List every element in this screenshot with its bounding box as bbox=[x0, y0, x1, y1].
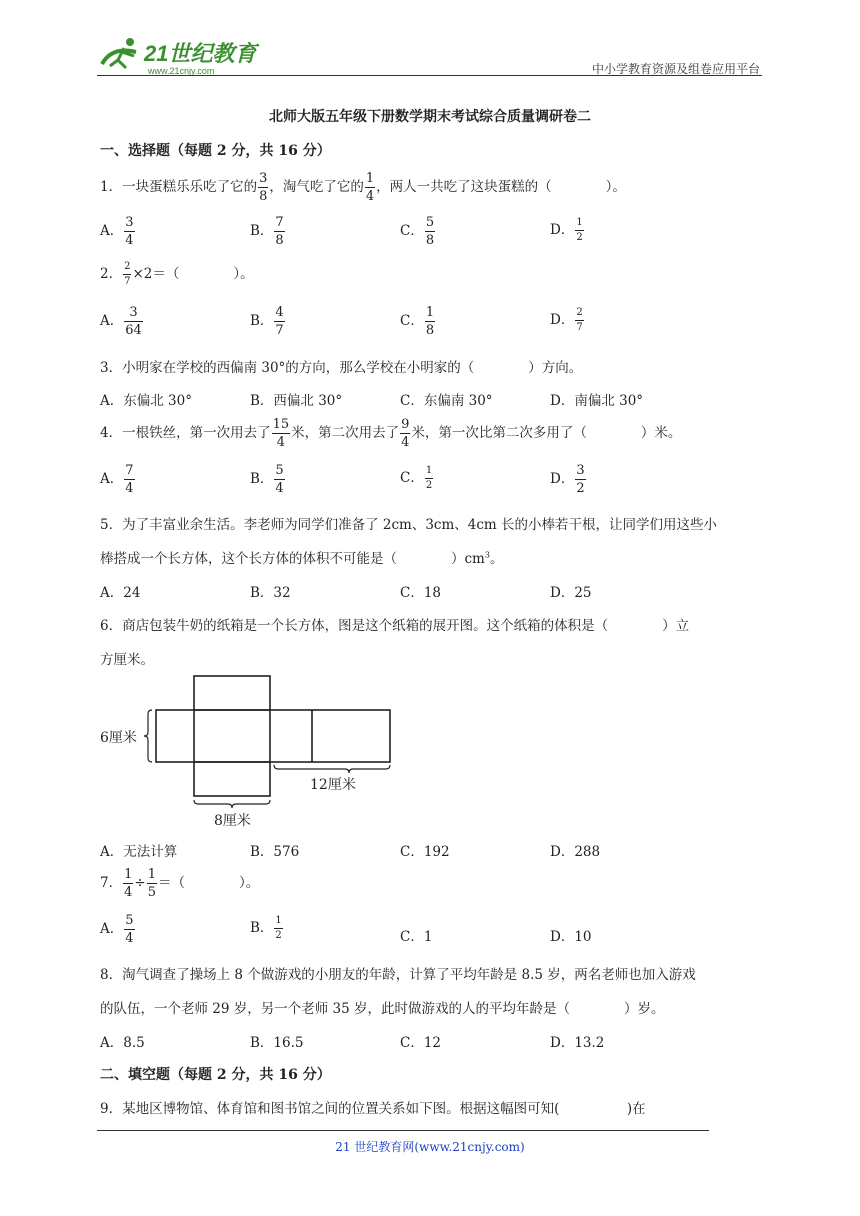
question-8-line-2: 的队伍，一个老师 29 岁，另一个老师 35 岁，此时做游戏的人的平均年龄是（ ）岁。 bbox=[100, 1001, 665, 1017]
section-heading-2: 二、填空题（每题 2 分，共 16 分） bbox=[100, 1067, 331, 1083]
q7-option-b: B． $\frac{1}{2}$ bbox=[250, 915, 282, 941]
platform-name: 中小学教育资源及组卷应用平台 bbox=[591, 62, 760, 76]
footer-divider bbox=[97, 1130, 709, 1131]
label-8cm: 8厘米 bbox=[214, 813, 251, 829]
q4-option-b: B． $\frac{5}{4}$ bbox=[250, 463, 284, 496]
q5-option-a: A．24 bbox=[100, 585, 141, 601]
logo-url: www.21cnjy.com bbox=[148, 66, 215, 76]
q6-option-c: C．192 bbox=[400, 844, 450, 860]
q8-option-a: A．8.5 bbox=[100, 1035, 145, 1051]
question-7: 7． $\frac{1}{4}$ ÷ $\frac{1}{5}$ ＝（ ）。 bbox=[100, 867, 260, 900]
q4-option-c: C． $\frac{1}{2}$ bbox=[400, 465, 433, 491]
q2-option-b: B． $\frac{4}{7}$ bbox=[250, 305, 284, 338]
question-5-line-2: 棒搭成一个长方体，这个长方体的体积不可能是（ ）$cm^3$。 bbox=[100, 550, 504, 567]
q6-option-d: D．288 bbox=[550, 844, 601, 860]
question-3: 3．小明家在学校的西偏南 30°的方向，那么学校在小明家的（ ）方向。 bbox=[100, 360, 583, 376]
q4-option-a: A． $\frac{7}{4}$ bbox=[100, 463, 134, 496]
q3-option-d: D．南偏北 30° bbox=[550, 393, 644, 409]
label-12cm: 12厘米 bbox=[310, 777, 356, 793]
logo-text: 21世纪教育 bbox=[144, 41, 257, 66]
q6-option-b: B．576 bbox=[250, 844, 300, 860]
box-net-figure bbox=[98, 672, 398, 832]
q5-option-c: C．18 bbox=[400, 585, 442, 601]
question-1: 1．一块蛋糕乐乐吃了它的 $\frac{3}{8}$ ，淘气吃了它的 $\frac{1}{4}$ ，两人一共吃了这块蛋糕的（ ）。 bbox=[100, 171, 626, 204]
header-divider bbox=[97, 75, 762, 76]
q1-option-a: A． $\frac{3}{4}$ bbox=[100, 215, 134, 248]
q2-option-d: D． $\frac{2}{7}$ bbox=[550, 307, 583, 333]
net-middle-strip bbox=[156, 710, 390, 762]
question-4: 4．一根铁丝，第一次用去了 $\frac{15}{4}$ 米，第二次用去了 $\frac{9}{4}$ 米，第一次比第二次多用了（ ）米。 bbox=[100, 417, 682, 450]
question-2: 2． $\frac{2}{7}$ ×2＝（ ）。 bbox=[100, 261, 254, 287]
q7-option-c: C．1 bbox=[400, 929, 433, 945]
logo-graphic bbox=[96, 34, 266, 78]
q4-option-d: D． $\frac{3}{2}$ bbox=[550, 463, 585, 496]
net-top-face bbox=[194, 676, 270, 710]
q5-option-d: D．25 bbox=[550, 585, 592, 601]
question-8-line-1: 8．淘气调查了操场上 8 个做游戏的小朋友的年龄，计算了平均年龄是 8.5 岁，两名老师也加入游戏 bbox=[100, 967, 696, 983]
q3-option-a: A．东偏北 30° bbox=[100, 393, 192, 409]
label-6cm: 6厘米 bbox=[100, 730, 137, 746]
q3-option-b: B．西偏北 30° bbox=[250, 393, 343, 409]
q6-option-a: A．无法计算 bbox=[100, 844, 178, 860]
page-title: 北师大版五年级下册数学期末考试综合质量调研卷二 bbox=[269, 109, 591, 125]
q8-option-b: B．16.5 bbox=[250, 1035, 304, 1051]
q1-option-d: D． $\frac{1}{2}$ bbox=[550, 217, 583, 243]
question-6-line-2: 方厘米。 bbox=[100, 652, 154, 668]
q3-option-c: C．东偏南 30° bbox=[400, 393, 493, 409]
q1-option-b: B． $\frac{7}{8}$ bbox=[250, 215, 284, 248]
q8-option-c: C．12 bbox=[400, 1035, 442, 1051]
q2-option-c: C． $\frac{1}{8}$ bbox=[400, 305, 435, 338]
q5-option-b: B．32 bbox=[250, 585, 291, 601]
section-heading: 一、选择题（每题 2 分，共 16 分） bbox=[100, 143, 331, 159]
question-9: 9．某地区博物馆、体育馆和图书馆之间的位置关系如下图。根据这幅图可知( )在 bbox=[100, 1101, 646, 1117]
footer-link[interactable]: 21 世纪教育网(www.21cnjy.com) bbox=[335, 1140, 525, 1154]
net-bottom-face bbox=[194, 762, 270, 796]
box-net-diagram bbox=[98, 672, 398, 832]
question-6-line-1: 6．商店包装牛奶的纸箱是一个长方体，图是这个纸箱的展开图。这个纸箱的体积是（ ）立 bbox=[100, 618, 690, 634]
site-logo bbox=[96, 34, 266, 78]
q7-option-d: D．10 bbox=[550, 929, 592, 945]
q7-option-a: A． $\frac{5}{4}$ bbox=[100, 913, 134, 946]
q8-option-d: D．13.2 bbox=[550, 1035, 605, 1051]
q1-option-c: C． $\frac{5}{8}$ bbox=[400, 215, 435, 248]
q2-option-a: A． $\frac{3}{64}$ bbox=[100, 305, 142, 338]
question-5-line-1: 5．为了丰富业余生活。李老师为同学们准备了 2cm、3cm、4cm 长的小棒若干根，让同学们用这些小 bbox=[100, 517, 718, 533]
